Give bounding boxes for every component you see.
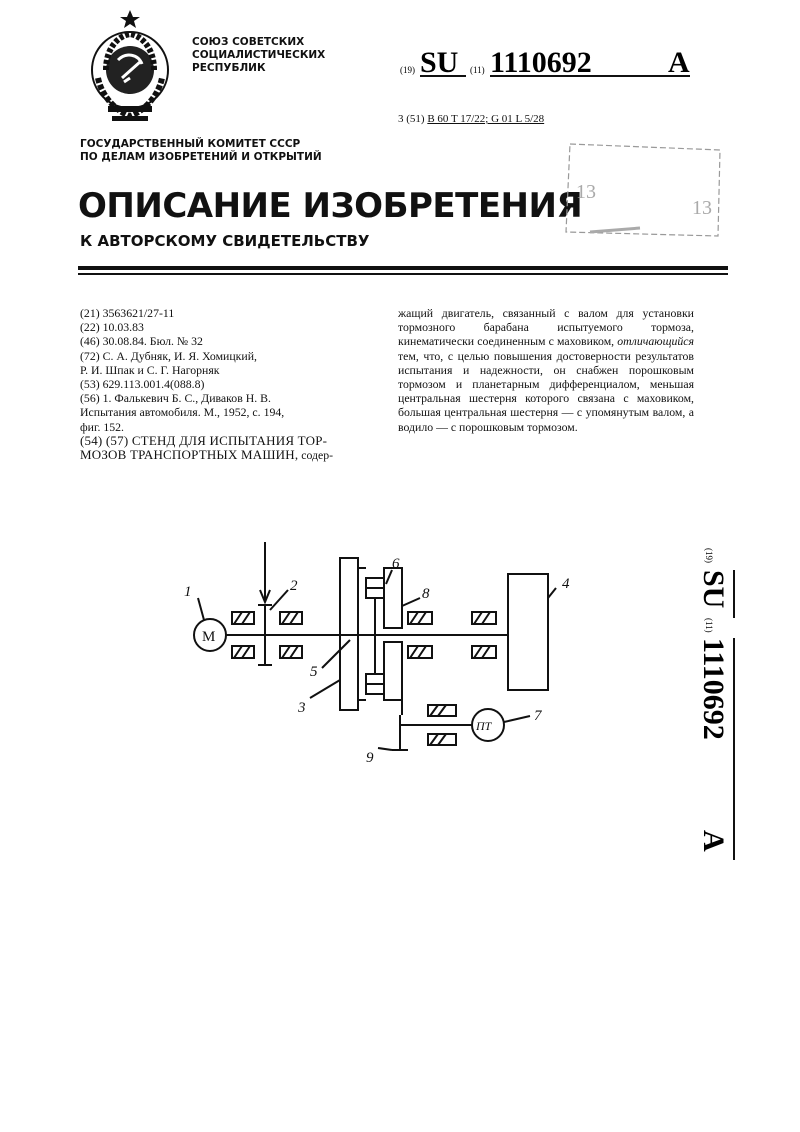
ref-2: 2 <box>290 578 298 594</box>
header-rule-thin <box>78 273 728 275</box>
side-patent-number <box>690 540 750 870</box>
country-code: SU <box>420 46 459 79</box>
committee-line-2: ПО ДЕЛАМ ИЗОБРЕТЕНИЙ И ОТКРЫТИЙ <box>80 151 322 163</box>
field-56-line-3: фиг. 152. <box>80 419 125 434</box>
brake-drum <box>508 574 548 690</box>
union-line-1: СОЮЗ СОВЕТСКИХ <box>192 36 305 48</box>
side-code-19: (19) <box>704 548 714 563</box>
class-prefix: 3 (51) <box>398 113 425 125</box>
field-21: (21) 3563621/27-11 <box>80 306 175 320</box>
field-72-line-1: (72) С. А. Дубняк, И. Я. Хомицкий, <box>80 348 257 363</box>
union-line-2: СОЦИАЛИСТИЧЕСКИХ <box>192 49 326 61</box>
ref-1: 1 <box>184 584 192 600</box>
committee-name <box>80 138 322 164</box>
ref-4: 4 <box>562 576 570 592</box>
code-11: (11) <box>470 65 485 75</box>
ref-3: 3 <box>298 700 306 716</box>
powder-brake-label: ПТ <box>476 719 492 733</box>
field-46: (46) 30.08.84. Бюл. № 32 <box>80 334 203 349</box>
field-54-line-2: МОЗОВ ТРАНСПОРТНЫХ МАШИН, <box>80 447 299 463</box>
kind-code: A <box>668 46 690 79</box>
library-stamp <box>560 136 730 246</box>
stamp-text-1: 13 <box>576 181 596 203</box>
field-54-line-1: (54) (57) СТЕНД ДЛЯ ИСПЫТАНИЯ ТОР- <box>80 432 328 448</box>
field-53: (53) 629.113.001.4(088.8) <box>80 377 205 392</box>
field-22: (22) 10.03.83 <box>80 320 144 335</box>
union-name <box>192 36 325 75</box>
field-56-line-1: (56) 1. Фалькевич Б. С., Диваков Н. В. <box>80 391 271 406</box>
carrier-lower <box>384 642 402 700</box>
abstract-emphasis: отличающийся <box>617 334 694 349</box>
field-72-line-2: Р. И. Шпак и С. Г. Нагорняк <box>80 362 220 377</box>
ussr-emblem <box>78 8 182 126</box>
classification <box>398 113 544 125</box>
patent-number-header <box>400 40 700 80</box>
abstract-part-2: тем, что, с целью повышения достоверности результатов испытания и надежности, он снабжен порошковым тормозом и планетарным дифференциалом, меньшая центральная шестерня которого связана с маховиком, большая центральная шестерня — с упомянутым валом, а водило — с порошковым тормозом. <box>398 348 694 434</box>
side-patent-number-text: 1110692 <box>697 638 730 740</box>
code-19: (19) <box>400 65 415 75</box>
field-54-tail: содер- <box>298 448 334 463</box>
ref-7: 7 <box>534 708 542 724</box>
abstract-part-1: жащий двигатель, связанный с валом для установки тормозного барабана испытуемого тормоза, кинематически соединенным с маховиком, <box>398 306 694 349</box>
ref-6: 6 <box>392 556 400 572</box>
stamp-text-2: 13 <box>692 197 712 219</box>
union-line-3: РЕСПУБЛИК <box>192 62 266 74</box>
side-code-11: (11) <box>704 618 714 633</box>
carrier-upper <box>384 568 402 628</box>
motor-label: М <box>202 629 216 645</box>
class-codes: B 60 T 17/22; G 01 L 5/28 <box>427 113 545 125</box>
ref-5: 5 <box>310 664 318 680</box>
committee-line-1: ГОСУДАРСТВЕННЫЙ КОМИТЕТ СССР <box>80 138 301 150</box>
field-56-line-2: Испытания автомобиля. М., 1952, с. 194, <box>80 405 285 420</box>
ref-9: 9 <box>366 750 374 766</box>
side-country-code: SU <box>697 570 730 609</box>
patent-number: 1110692 <box>490 46 592 79</box>
header-rule-thick <box>78 266 728 270</box>
abstract-text <box>398 306 694 434</box>
kinematic-diagram <box>170 540 590 780</box>
bibliographic-data <box>80 306 380 462</box>
side-kind-code: A <box>697 830 730 852</box>
document-title: ОПИСАНИЕ ИЗОБРЕТЕНИЯ <box>78 186 583 226</box>
ref-8: 8 <box>422 586 430 602</box>
document-subtitle: К АВТОРСКОМУ СВИДЕТЕЛЬСТВУ <box>80 232 370 250</box>
